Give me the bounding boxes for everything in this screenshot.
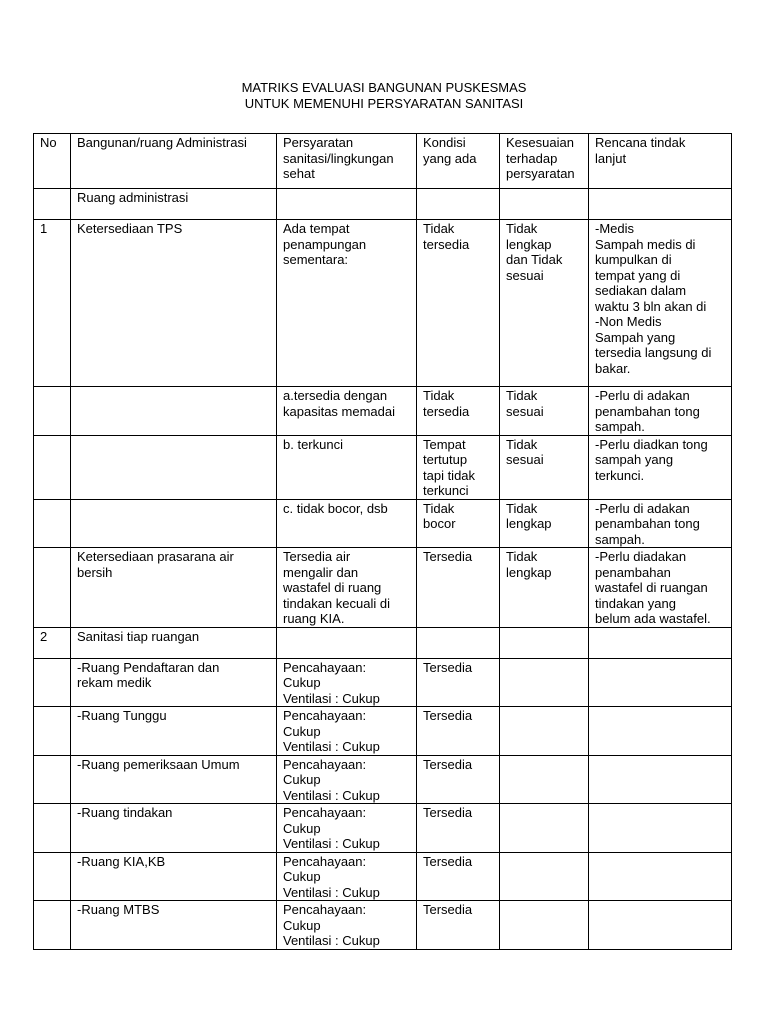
cell-kesesuaian: Tidak lengkap xyxy=(500,499,589,548)
cell-rencana: -Medis Sampah medis di kumpulkan di tempat yang di sediakan dalam waktu 3 bln akan di -Non Medis Sampah yang tersedia langsung di bakar. xyxy=(589,220,732,387)
cell-no xyxy=(34,755,71,804)
cell-bangunan: Ketersediaan TPS xyxy=(71,220,277,387)
cell-bangunan: -Ruang MTBS xyxy=(71,901,277,950)
table-row xyxy=(34,755,732,804)
cell-no xyxy=(34,387,71,436)
header-kondisi: Kondisi yang ada xyxy=(417,134,500,189)
cell-kondisi xyxy=(417,627,500,658)
cell-persyaratan: Pencahayaan: Cukup Ventilasi : Cukup xyxy=(277,755,417,804)
header-kesesuaian: Kesesuaian terhadap persyaratan xyxy=(500,134,589,189)
cell-no xyxy=(34,435,71,499)
cell-bangunan xyxy=(71,435,277,499)
cell-bangunan: -Ruang pemeriksaan Umum xyxy=(71,755,277,804)
cell-rencana: -Perlu diadkan tong sampah yang terkunci. xyxy=(589,435,732,499)
cell-kondisi: Tersedia xyxy=(417,658,500,707)
cell-persyaratan: Pencahayaan: Cukup Ventilasi : Cukup xyxy=(277,804,417,853)
cell-rencana: -Perlu di adakan penambahan tong sampah. xyxy=(589,499,732,548)
cell-kondisi: Tersedia xyxy=(417,755,500,804)
cell-no xyxy=(34,804,71,853)
cell-bangunan: Sanitasi tiap ruangan xyxy=(71,627,277,658)
cell-rencana xyxy=(589,707,732,756)
cell-rencana: -Perlu di adakan penambahan tong sampah. xyxy=(589,387,732,436)
header-persyaratan: Persyaratan sanitasi/lingkungan sehat xyxy=(277,134,417,189)
cell-kesesuaian: Tidak sesuai xyxy=(500,387,589,436)
table-row xyxy=(34,220,732,387)
cell-kondisi: Tidak tersedia xyxy=(417,220,500,387)
cell-persyaratan: Pencahayaan: Cukup Ventilasi : Cukup xyxy=(277,852,417,901)
cell-rencana xyxy=(589,189,732,220)
cell-persyaratan: Ada tempat penampungan sementara: xyxy=(277,220,417,387)
cell-persyaratan: Pencahayaan: Cukup Ventilasi : Cukup xyxy=(277,658,417,707)
cell-kesesuaian: Tidak lengkap dan Tidak sesuai xyxy=(500,220,589,387)
table-row xyxy=(34,189,732,220)
cell-kesesuaian xyxy=(500,755,589,804)
cell-rencana xyxy=(589,901,732,950)
document-title xyxy=(0,80,768,112)
header-bangunan: Bangunan/ruang Administrasi xyxy=(71,134,277,189)
cell-rencana xyxy=(589,627,732,658)
cell-kesesuaian xyxy=(500,804,589,853)
cell-bangunan: -Ruang Tunggu xyxy=(71,707,277,756)
table-row xyxy=(34,548,732,628)
cell-persyaratan: a.tersedia dengan kapasitas memadai xyxy=(277,387,417,436)
cell-kondisi: Tempat tertutup tapi tidak terkunci xyxy=(417,435,500,499)
cell-rencana: -Perlu diadakan penambahan wastafel di ruangan tindakan yang belum ada wastafel. xyxy=(589,548,732,628)
cell-bangunan xyxy=(71,387,277,436)
cell-no xyxy=(34,189,71,220)
cell-bangunan: -Ruang Pendaftaran dan rekam medik xyxy=(71,658,277,707)
table-row xyxy=(34,852,732,901)
table-row xyxy=(34,804,732,853)
cell-kesesuaian xyxy=(500,658,589,707)
cell-rencana xyxy=(589,755,732,804)
cell-kondisi: Tidak bocor xyxy=(417,499,500,548)
cell-kondisi: Tersedia xyxy=(417,707,500,756)
cell-persyaratan: Pencahayaan: Cukup Ventilasi : Cukup xyxy=(277,707,417,756)
cell-kondisi: Tidak tersedia xyxy=(417,387,500,436)
cell-kesesuaian xyxy=(500,852,589,901)
cell-persyaratan xyxy=(277,627,417,658)
header-rencana: Rencana tindak lanjut xyxy=(589,134,732,189)
cell-no xyxy=(34,499,71,548)
cell-kesesuaian xyxy=(500,901,589,950)
cell-kondisi: Tersedia xyxy=(417,548,500,628)
cell-rencana xyxy=(589,804,732,853)
cell-persyaratan: b. terkunci xyxy=(277,435,417,499)
cell-bangunan: -Ruang tindakan xyxy=(71,804,277,853)
cell-kondisi: Tersedia xyxy=(417,901,500,950)
cell-no: 2 xyxy=(34,627,71,658)
table-row xyxy=(34,901,732,950)
cell-kondisi: Tersedia xyxy=(417,852,500,901)
evaluation-matrix-table xyxy=(33,133,732,950)
table-row xyxy=(34,387,732,436)
table-row xyxy=(34,658,732,707)
cell-no: 1 xyxy=(34,220,71,387)
header-no: No xyxy=(34,134,71,189)
cell-kesesuaian: Tidak lengkap xyxy=(500,548,589,628)
cell-no xyxy=(34,707,71,756)
cell-rencana xyxy=(589,658,732,707)
cell-rencana xyxy=(589,852,732,901)
cell-kesesuaian: Tidak sesuai xyxy=(500,435,589,499)
table-header-row xyxy=(34,134,732,189)
cell-kesesuaian xyxy=(500,189,589,220)
cell-bangunan: Ruang administrasi xyxy=(71,189,277,220)
title-line-1: MATRIKS EVALUASI BANGUNAN PUSKESMAS xyxy=(241,80,527,95)
cell-bangunan: Ketersediaan prasarana air bersih xyxy=(71,548,277,628)
table-row xyxy=(34,435,732,499)
cell-kesesuaian xyxy=(500,707,589,756)
cell-bangunan xyxy=(71,499,277,548)
cell-persyaratan xyxy=(277,189,417,220)
table-row xyxy=(34,499,732,548)
table-row xyxy=(34,707,732,756)
cell-kondisi: Tersedia xyxy=(417,804,500,853)
cell-no xyxy=(34,852,71,901)
cell-no xyxy=(34,901,71,950)
cell-kesesuaian xyxy=(500,627,589,658)
cell-persyaratan: Pencahayaan: Cukup Ventilasi : Cukup xyxy=(277,901,417,950)
table-row xyxy=(34,627,732,658)
cell-kondisi xyxy=(417,189,500,220)
cell-bangunan: -Ruang KIA,KB xyxy=(71,852,277,901)
title-line-2: UNTUK MEMENUHI PERSYARATAN SANITASI xyxy=(244,96,524,111)
cell-no xyxy=(34,658,71,707)
cell-persyaratan: Tersedia air mengalir dan wastafel di ruang tindakan kecuali di ruang KIA. xyxy=(277,548,417,628)
cell-persyaratan: c. tidak bocor, dsb xyxy=(277,499,417,548)
cell-no xyxy=(34,548,71,628)
